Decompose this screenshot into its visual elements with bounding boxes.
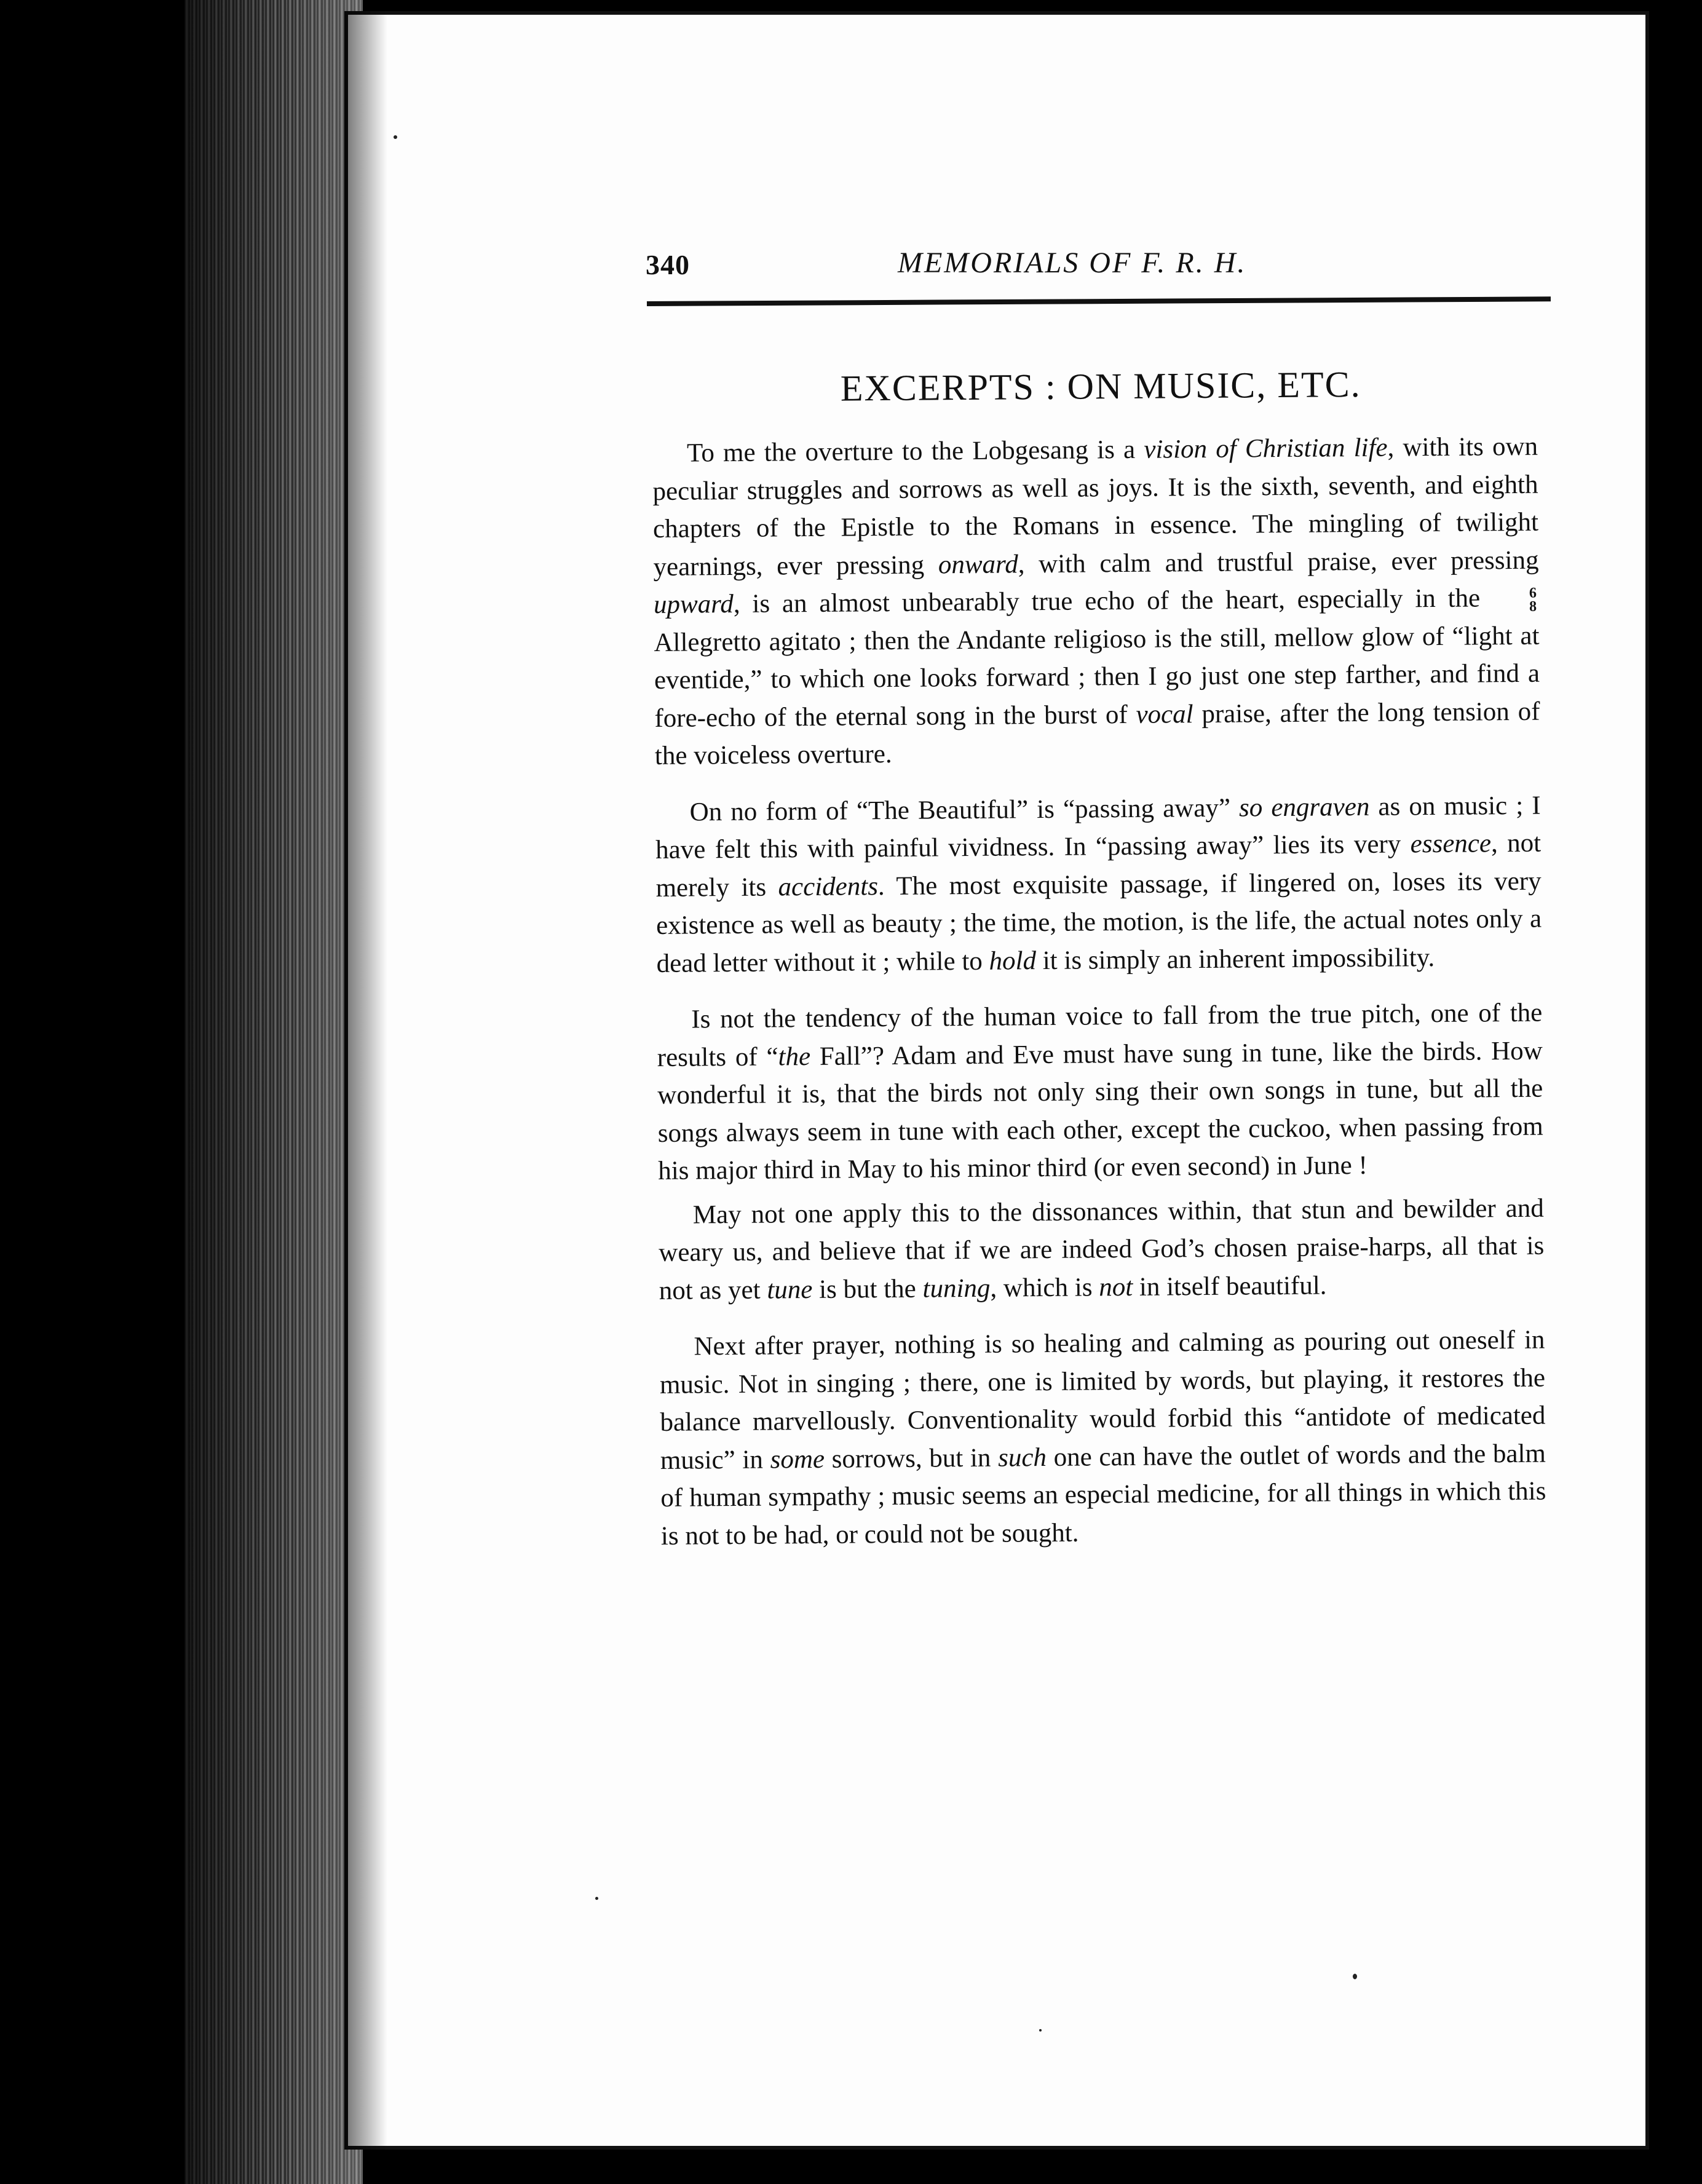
text-run: , with calm and trustful praise, ever pressing <box>1018 545 1539 579</box>
italic-run: tune <box>767 1275 813 1305</box>
text-run: as on music ; I have felt this with painful vividness. In “passing away” lies its very <box>655 791 1541 865</box>
scan-speck <box>394 135 397 139</box>
section-heading: EXCERPTS : ON MUSIC, ETC. <box>840 363 1361 409</box>
scan-speck <box>595 1897 598 1900</box>
page-edges-shading <box>184 0 363 2184</box>
page-body <box>652 362 1546 1555</box>
scan-speck <box>1039 2029 1042 2032</box>
italic-run: accidents <box>778 871 879 901</box>
text-run: Fall”? Adam and Eve must have sung in tune, like the birds. How wonderful it is, that the birds not only sing their own songs in tune, but all the songs always seem in tune with each other, except the cuckoo, when passing from his major third in May to his minor third (or even second) in June ! <box>657 1036 1543 1185</box>
running-head <box>646 246 1550 283</box>
gutter-shadow <box>344 11 387 2150</box>
time-signature-bottom: 8 <box>1529 598 1537 615</box>
text-run: it is simply an inherent impossibility. <box>1035 943 1435 975</box>
paragraph-1 <box>652 428 1540 775</box>
time-signature <box>1495 587 1537 614</box>
text-run: May not one apply this to the dissonances within, that stun and bewilder and weary us, and believe that if we are indeed God’s chosen praise-harps, all that is not as yet <box>659 1193 1545 1305</box>
text-run: Allegretto agitato ; then the Andante religioso is the still, mellow glow of “light at eventide,” to which one looks forward ; then I go just one step farther, and find a fore-echo of the eternal song in the burst of <box>654 621 1540 733</box>
text-run: , which is <box>990 1272 1099 1303</box>
text-run: To me the overture to the Lobgesang is a <box>686 435 1144 468</box>
italic-run: essence <box>1410 829 1492 859</box>
text-run: , not merely its <box>655 828 1542 903</box>
text-run: is but the <box>812 1274 923 1304</box>
text-run: , is an almost unbearably true echo of the heart, especially in the <box>733 584 1493 619</box>
text-run: sorrows, but in <box>824 1443 999 1474</box>
italic-run: vision of Christian life <box>1144 433 1388 464</box>
italic-run: vocal <box>1136 699 1193 729</box>
paragraph-4 <box>659 1189 1545 1310</box>
italic-run: the <box>778 1042 811 1071</box>
italic-run: tuning <box>922 1273 991 1304</box>
text-run: one can have the outlet of words and the balm of human sympathy ; music seems an especial medicine, for all things in which this is not to be had, or could not be sought. <box>660 1439 1546 1551</box>
running-title: MEMORIALS OF F. R. H. <box>898 247 1247 279</box>
italic-run: upward <box>653 589 734 619</box>
text-run: praise, after the long tension of the voiceless overture. <box>654 697 1540 770</box>
text-run: On no form of “The Beautiful” is “passing away” <box>689 793 1240 827</box>
italic-run: hold <box>989 946 1037 976</box>
page-number: 340 <box>646 249 690 280</box>
text-run: Is not the tendency of the human voice to fall from the true pitch, one of the results of “ <box>657 998 1543 1072</box>
scan-speck <box>1353 1974 1357 1979</box>
paragraph-5 <box>659 1321 1546 1555</box>
paragraph-2 <box>655 786 1542 983</box>
italic-run: such <box>997 1442 1047 1473</box>
italic-run: not <box>1099 1272 1133 1302</box>
text-run: Next after prayer, nothing is so healing and calming as pouring out oneself in music. Not in singing ; there, one is limited by words, but playing, it restores the balance marvellously. Conventionality would forbid this “antidote of medicated music” in <box>659 1325 1546 1475</box>
italic-run: onward <box>938 549 1018 579</box>
paragraph-3 <box>657 994 1543 1190</box>
time-signature-top: 6 <box>1529 585 1537 601</box>
text-run: . The most exquisite passage, if lingered on, loses its very existence as well as beauty ; the time, the motion, is the life, the actual notes only a dead letter without it ; while to <box>655 866 1542 978</box>
text-run: , with its own peculiar struggles and sorrows as well as joys. It is the sixth, seventh, and eighth chapters of the Epistle to the Romans in essence. The mingling of twilight yearnings, ever pressing <box>652 432 1539 582</box>
italic-run: so engraven <box>1238 792 1370 823</box>
text-run: in itself beautiful. <box>1132 1270 1327 1302</box>
italic-run: some <box>770 1444 825 1474</box>
